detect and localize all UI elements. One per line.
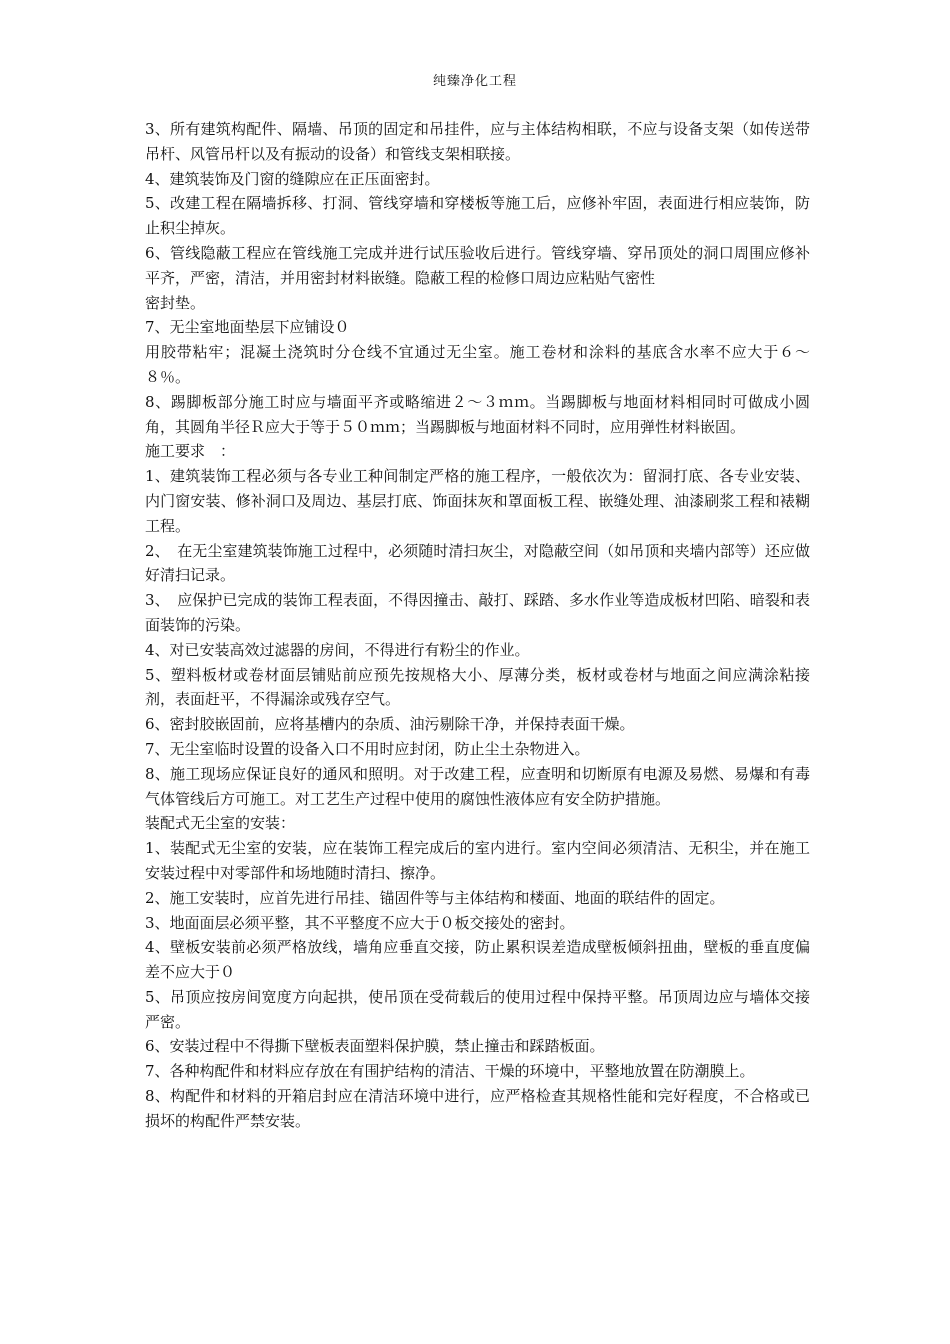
paragraph-wall-panel: 4、壁板安装前必须严格放线，墙角应垂直交接，防止累积误差造成壁板倾斜扭曲，壁板的垂直度偏差不应大于０ — [145, 938, 810, 982]
document-body — [145, 117, 810, 1134]
paragraph-protective-film: 6、安装过程中不得撕下壁板表面塑料保护膜，禁止撞击和踩踏板面。 — [145, 1037, 605, 1056]
paragraph-floor-flatness: 3、地面面层必须平整，其不平整度不应大于０板交接处的密封。 — [145, 913, 575, 932]
paragraph-concealed-work-cont: 密封垫。 — [145, 293, 206, 312]
paragraph-modular-install: 1、装配式无尘室的安装，应在装饰工程完成后的室内进行。室内空间必须清洁、无积尘，并在施工安装过程中对零部件和场地随时清扫、擦净。 — [145, 839, 810, 882]
paragraph-renovation-repair: 5、改建工程在隔墙拆移、打洞、管线穿墙和穿楼板等施工后，应修补牢固，表面进行相应装饰，防止积尘掉灰。 — [145, 194, 810, 238]
paragraph-anchoring: 2、施工安装时，应首先进行吊挂、锚固件等与主体结构和楼面、地面的联结件的固定。 — [145, 888, 725, 907]
page-header: 纯臻净化工程 — [432, 74, 517, 89]
paragraph-concealed-work: 6、管线隐蔽工程应在管线施工完成并进行试压验收后进行。管线穿墙、穿吊顶处的洞口周围应修补平齐，严密，清洁，并用密封材料嵌缝。隐蔽工程的检修口周边应粘贴气密性 — [145, 243, 810, 287]
section-heading-construction-requirements: 施工要求 ： — [145, 442, 236, 461]
paragraph-hepa-room: 4、对已安装高效过滤器的房间，不得进行有粉尘的作业。 — [145, 640, 530, 659]
paragraph-ceiling-camber: 5、吊顶应按房间宽度方向起拱，使吊顶在受荷载后的使用过程中保持平整。吊顶周边应与墙体交接严密。 — [145, 987, 810, 1031]
paragraph-plastic-flooring: 5、塑料板材或卷材面层铺贴前应预先按规格大小、厚薄分类，板材或卷材与地面之间应满涂粘接剂，表面赶平，不得漏涂或残存空气。 — [145, 665, 810, 709]
paragraph-skirting-board: 8、踢脚板部分施工时应与墙面平齐或略缩进２～３ｍｍ。当踢脚板与地面材料相同时可做成小圆角，其圆角半径Ｒ应大于等于５０ｍｍ；当踢脚板与地面材料不同时，应用弹性材料嵌固。 — [145, 392, 810, 436]
paragraph-material-storage: 7、各种构配件和材料应存放在有围护结构的清洁、干燥的环境中，平整地放置在防潮膜上。 — [145, 1062, 755, 1081]
paragraph-floor-underlay: 7、无尘室地面垫层下应铺设０ — [145, 318, 350, 337]
paragraph-site-safety: 8、施工现场应保证良好的通风和照明。对于改建工程，应查明和切断原有电源及易燃、易爆和有毒气体管线后方可施工。对工艺生产过程中使用的腐蚀性液体应有安全防护措施。 — [145, 764, 810, 808]
paragraph-unpacking-inspection: 8、构配件和材料的开箱启封应在清洁环境中进行，应严格检查其规格性能和完好程度，不合格或已损坏的构配件严禁安装。 — [145, 1087, 810, 1130]
section-heading-modular-cleanroom: 装配式无尘室的安装： — [145, 814, 296, 833]
paragraph-surface-protection: 3、 应保护已完成的装饰工程表面，不得因撞击、敲打、踩踏、多水作业等造成板材凹陷、暗裂和表面装饰的污染。 — [145, 591, 810, 634]
paragraph-construction-sequence: 1、建筑装饰工程必须与各专业工种间制定严格的施工程序，一般依次为：留洞打底、各专业安装、内门窗安装、修补洞口及周边、基层打底、饰面抹灰和罩面板工程、嵌缝处理、油漆刷浆工程和裱糊工程。 — [145, 467, 810, 535]
paragraph-sealant: 6、密封胶嵌固前，应将基槽内的杂质、油污剔除干净，并保持表面干燥。 — [145, 715, 635, 734]
paragraph-building-fixtures: 3、所有建筑构配件、隔墙、吊顶的固定和吊挂件，应与主体结构相联，不应与设备支架（如传送带吊杆、风管吊杆以及有振动的设备）和管线支架相联接。 — [145, 120, 810, 163]
paragraph-equipment-entrance: 7、无尘室临时设置的设备入口不用时应封闭，防止尘土杂物进入。 — [145, 739, 590, 758]
paragraph-floor-underlay-cont: 用胶带粘牢；混凝土浇筑时分仓线不宜通过无尘室。施工卷材和涂料的基底含水率不应大于６～８％。 — [145, 343, 810, 386]
paragraph-door-window-seal: 4、建筑装饰及门窗的缝隙应在正压面密封。 — [145, 169, 440, 188]
paragraph-dust-cleaning: 2、 在无尘室建筑装饰施工过程中，必须随时清扫灰尘，对隐蔽空间（如吊顶和夹墙内部等）还应做好清扫记录。 — [145, 541, 810, 585]
